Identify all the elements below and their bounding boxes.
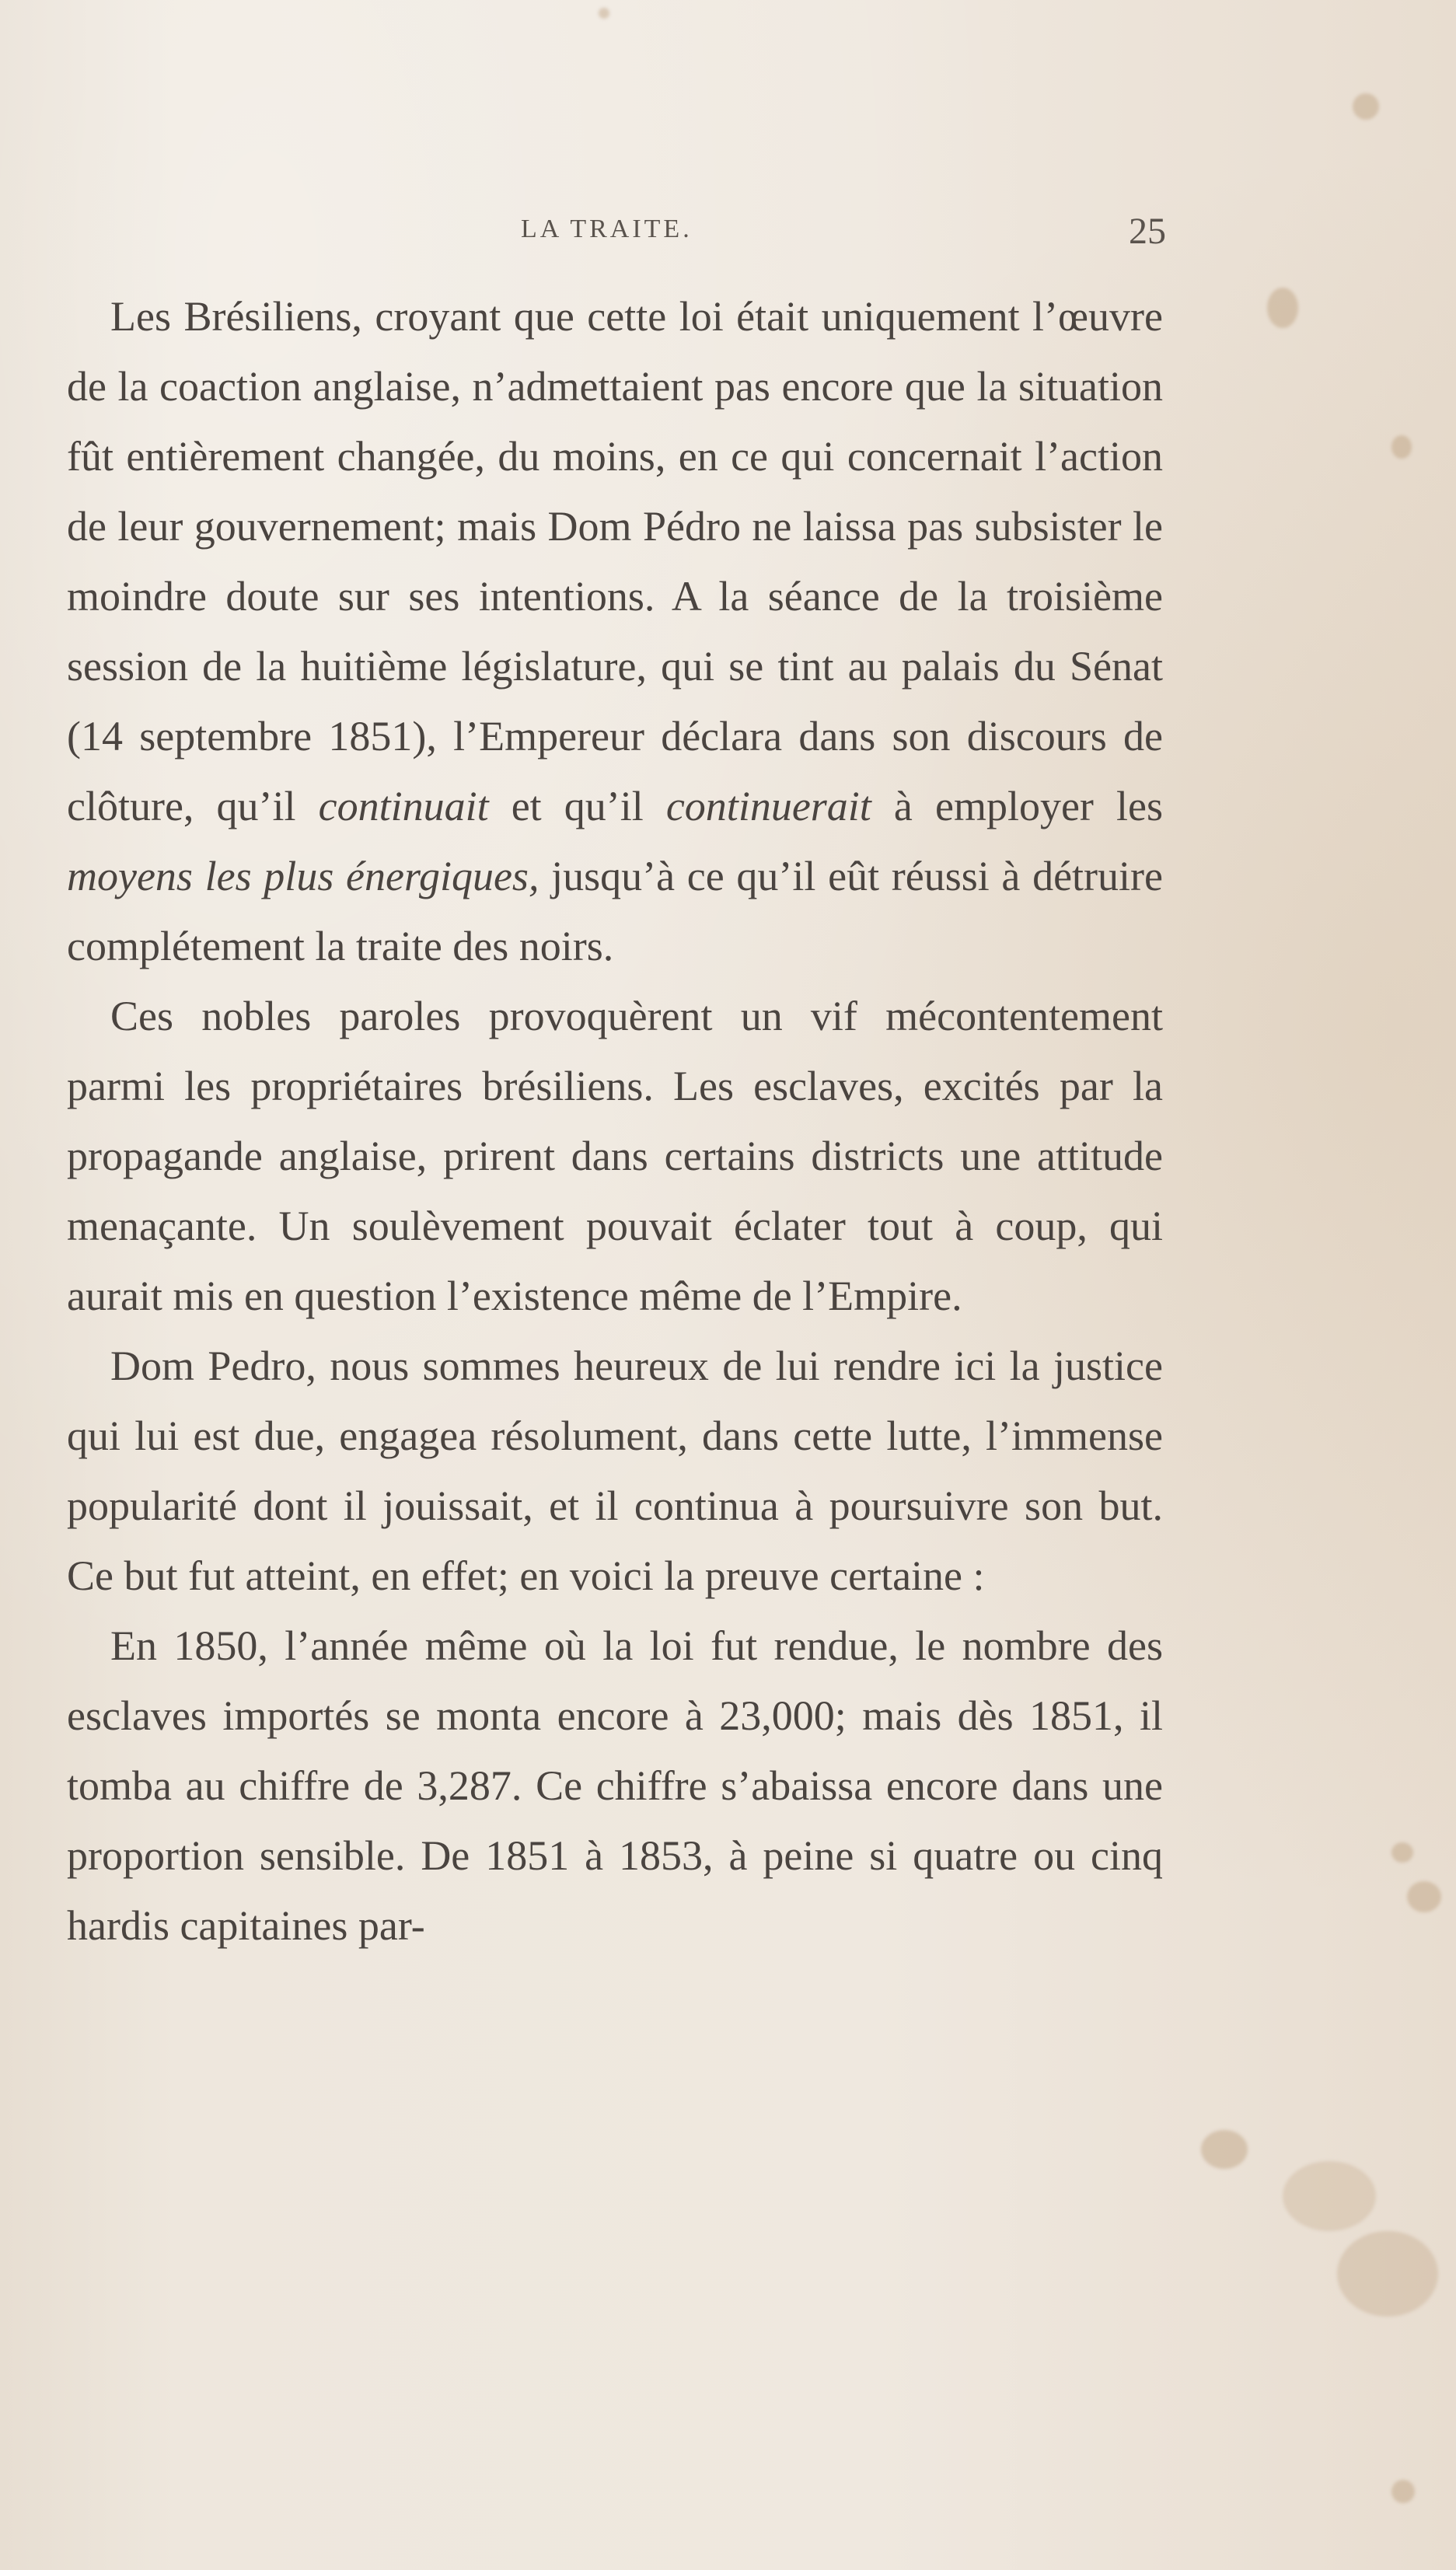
foxing-spot (1391, 2480, 1415, 2503)
body-text (67, 281, 1163, 1961)
paragraph: Ces nobles paroles provoquèrent un vif mécontentement parmi les propriétaires brésiliens. Les esclaves, excités par la propagande anglaise, prirent dans certains districts une attitude menaçante. Un soulèvement pouvait éclater tout à coup, qui aurait mis en question l’existence même de l’Empire. (67, 993, 1163, 1319)
foxing-spot (1353, 93, 1379, 120)
italic-text: continuait (318, 783, 489, 829)
italic-text: continuerait (665, 783, 871, 829)
foxing-spot (1391, 435, 1412, 459)
running-title: LA TRAITE. (521, 215, 693, 243)
foxing-spot (599, 8, 609, 19)
foxing-spot (1337, 2231, 1438, 2317)
paragraph: Dom Pedro, nous sommes heureux de lui rendre ici la justice qui lui est due, engagea résolument, dans cette lutte, l’immense popularité dont il jouissait, et il continua à poursuivre son but. Ce but fut atteint, en effet; en voici la preuve certaine : (67, 1343, 1163, 1599)
foxing-spot (1407, 1881, 1441, 1912)
paragraph: En 1850, l’année même où la loi fut rendue, le nombre des esclaves importés se monta encore à 23,000; mais dès 1851, il tomba au chiffre de 3,287. Ce chiffre s’abaissa encore dans une proportion sensible. De 1851 à 1853, à peine si quatre ou cinq hardis capitaines par- (67, 1622, 1163, 1949)
foxing-spot (1283, 2161, 1376, 2231)
text-run: jusqu’à ce qu’il eût réussi à détruire complétement la traite des noirs. (67, 853, 1163, 969)
foxing-spot (1267, 288, 1298, 328)
foxing-spot (1391, 1842, 1413, 1863)
text-run: à employer les (871, 783, 1163, 829)
page-number: 25 (1129, 211, 1166, 252)
paragraph (67, 281, 1163, 981)
page-header (70, 211, 1166, 253)
text-run: et qu’il (488, 783, 666, 829)
foxing-spot (1201, 2130, 1248, 2169)
text-run: Les Brésiliens, croyant que cette loi était uniquement l’œuvre de la coaction anglaise, n’admettaient pas encore que la situation fût entièrement changée, du moins, en ce qui concernait l’action de leur gouvernement; mais Dom Pédro ne laissa pas subsister le moindre doute sur ses intentions. A la séance de la troisième session de la huitième législature, qui se tint au palais du Sénat (14 septembre 1851), l’Empereur déclara dans son discours de clôture, qu’il (67, 293, 1163, 829)
italic-text: moyens les plus énergiques, (67, 853, 539, 899)
